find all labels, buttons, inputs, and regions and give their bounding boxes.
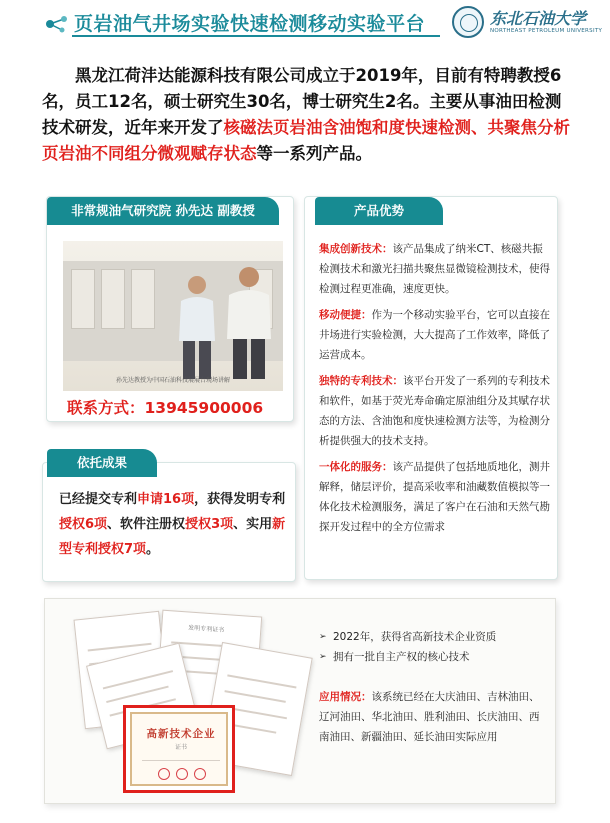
stamp-icon [194, 768, 206, 780]
achievements-part: 、实用 [233, 517, 273, 532]
achievements-card [42, 455, 296, 582]
achievements-part: 、软件注册权 [107, 517, 186, 532]
achievements-part: ，获得发明专利 [194, 492, 286, 507]
application-status [319, 687, 549, 747]
page-header [0, 0, 610, 48]
advantage-label: 集成创新技术： [319, 243, 393, 255]
qualification-bullet: ➢ 拥有一批自主产权的核心技术 [319, 647, 549, 667]
achievements-part: 。 [146, 542, 160, 557]
qualifications [319, 627, 549, 747]
person-figure [223, 263, 275, 381]
university-name-cn: 东北石油大学 [490, 9, 587, 28]
achievements-highlight: 新型专利授权7项 [59, 517, 286, 557]
researcher-photo [63, 241, 283, 391]
advantage-item [319, 239, 551, 299]
certificate-subtitle: 证书 [174, 744, 187, 751]
stamp-icon [176, 768, 188, 780]
advantage-text: 该平台开发了一系列的专利技术和软件，如基于荧光寿命确定原油组分及其赋存状态的方法、含油饱和度快速检测方法等，为检测分析提供强大的技术支持。 [319, 375, 550, 447]
qualification-bullet: ➢ 2022年，获得省高新技术企业资质 [319, 627, 549, 647]
intro-text-1: 黑龙江荷沣达能源科技有限公司成立于2019年，目前有特聘教授6名，员工12名，硕士研究生30名，博士研究生2名。主要从事油田检测技术研发，近年来开发了 [42, 66, 562, 137]
advantages-list [319, 239, 551, 543]
achievements-tab: 依托成果 [47, 449, 157, 477]
company-intro [42, 63, 572, 167]
researcher-tab: 非常规油气研究院 孙先达 副教授 [47, 197, 279, 225]
intro-highlight: 核磁法页岩油含油饱和度快速检测、共聚焦分析页岩油不同组分微观赋存状态 [42, 118, 570, 163]
stamp-icon [158, 768, 170, 780]
molecule-icon [44, 14, 70, 34]
university-name-en: NORTHEAST PETROLEUM UNIVERSITY [490, 28, 603, 34]
advantage-label: 一体化的服务： [319, 461, 393, 473]
university-seal-icon [452, 6, 484, 38]
advantage-label: 移动便捷： [319, 309, 372, 321]
achievements-part: 已经提交专利 [59, 492, 138, 507]
photo-caption: 孙先达教授为中国石油科技展展台现场讲解 [115, 377, 230, 384]
advantages-tab: 产品优势 [315, 197, 443, 225]
certificate-collage [59, 609, 307, 799]
certificate-frame [130, 712, 228, 786]
certificate-title: 高新技术企业 [146, 728, 216, 740]
application-label: 应用情况： [319, 691, 372, 703]
advantage-item [319, 305, 551, 365]
application-text: 该系统已经在大庆油田、吉林油田、辽河油田、华北油田、胜利油田、长庆油田、西南油田、新疆油田、延长油田实际应用 [319, 691, 540, 743]
high-tech-certificate [123, 705, 235, 793]
certificates-section [44, 598, 556, 804]
researcher-card [46, 196, 294, 422]
certificate-small-title: 发明专利证书 [188, 624, 225, 634]
advantages-card [304, 196, 558, 580]
advantage-text: 作为一个移动实验平台，它可以直接在井场进行实验检测，大大提高了工作效率，降低了运营成本。 [319, 309, 550, 361]
page-title: 页岩油气井场实验快速检测移动实验平台 [74, 13, 426, 35]
achievements-highlight: 授权3项 [185, 517, 234, 532]
advantage-item [319, 371, 551, 451]
person-figure [175, 271, 219, 381]
university-logo [452, 6, 602, 40]
advantage-text: 该产品提供了包括地质地化，测井解释，储层评价，提高采收率和油藏数值模拟等一体化技术检测服务，满足了客户在石油和天然气勘探开发过程中的全方位需求 [319, 461, 550, 533]
advantage-text: 该产品集成了纳米CT、核磁共振检测技术和激光扫描共聚焦显微镜检测技术，使得检测过程更准确，速度更快。 [319, 243, 550, 295]
achievements-text [59, 487, 291, 562]
contact-phone: 联系方式：13945900006 [67, 399, 264, 417]
achievements-highlight: 申请16项 [137, 492, 195, 507]
advantage-label: 独特的专利技术： [319, 375, 403, 387]
advantage-item [319, 457, 551, 537]
title-underline [72, 35, 440, 37]
intro-text-2: 等一系列产品。 [256, 144, 372, 163]
achievements-highlight: 授权6项 [59, 517, 108, 532]
